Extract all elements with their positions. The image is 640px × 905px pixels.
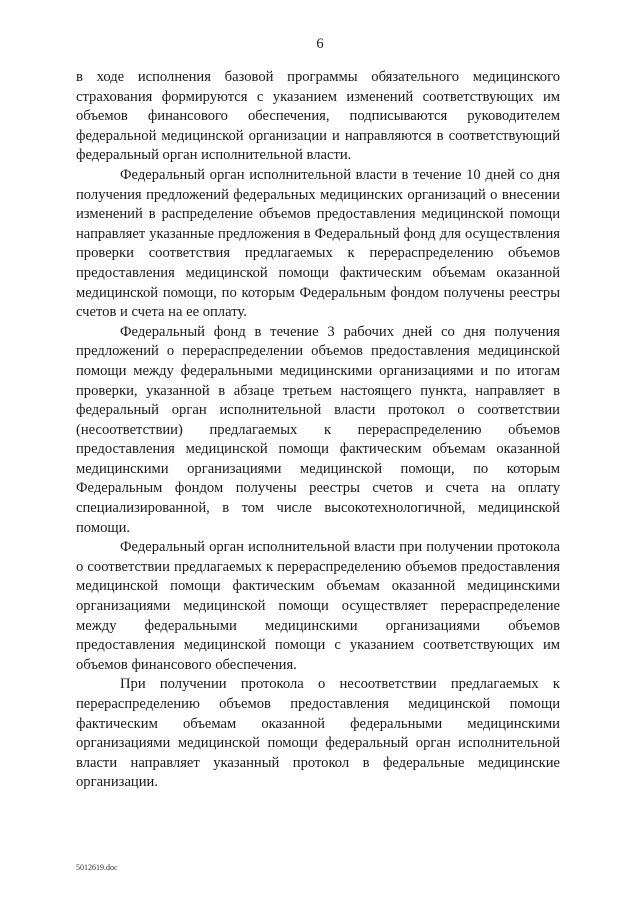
paragraph-3: Федеральный фонд в течение 3 рабочих дней со дня получения предложений о перераспределении объемов предоставления медицинской помощи между федеральными медицинскими организациями и по итогам проверки, указанной в абзаце третьем настоящего пункта, направляет в федеральный орган исполнительной власти протокол о соответствии (несоответствии) предлагаемых к перераспределению объемов предоставления медицинской помощи фактическим объемам оказанной медицинскими организациями медицинской помощи, по которым Федеральным фондом получены реестры счетов и счета на оплату специализированной, в том числе высокотехнологичной, медицинской помощи. [76, 323, 560, 536]
page-number: 6 [316, 36, 324, 52]
paragraph-2: Федеральный орган исполнительной власти в течение 10 дней со дня получения предложений федеральных медицинских организаций о внесении изменений в распределение объемов предоставления медицинской помощи направляет указанные предложения в Федеральный фонд для осуществления проверки соответствия предлагаемых к перераспределению объемов предоставления медицинской помощи фактическим объемам оказанной медицинской помощи, по которым Федеральным фондом получены реестры счетов и счета на ее оплату. [76, 166, 560, 321]
paragraph-5: При получении протокола о несоответствии предлагаемых к перераспределению объемов предоставления медицинской помощи фактическим объемам оказанной федеральными медицинскими организациями медицинской помощи федеральный орган исполнительной власти направляет указанный протокол в федеральные медицинские организации. [76, 676, 560, 791]
paragraph-4: Федеральный орган исполнительной власти при получении протокола о соответствии предлагаемых к перераспределению объемов предоставления медицинской помощи фактическим объемам оказанной медицинскими организациями медицинской помощи осуществляет перераспределение между федеральными медицинскими организациями объемов предоставления медицинской помощи с указанием соответствующих им объемов финансового обеспечения. [76, 539, 560, 673]
document-filename-footer: 5012619.doc [76, 863, 118, 872]
paragraph-1: в ходе исполнения базовой программы обязательного медицинского страхования формируются с указанием изменений соответствующих им объемов финансового обеспечения, подписываются руководителем федеральной медицинской организации и направляются в соответствующий федеральный орган исполнительной власти. [76, 69, 560, 164]
document-body [76, 68, 560, 793]
